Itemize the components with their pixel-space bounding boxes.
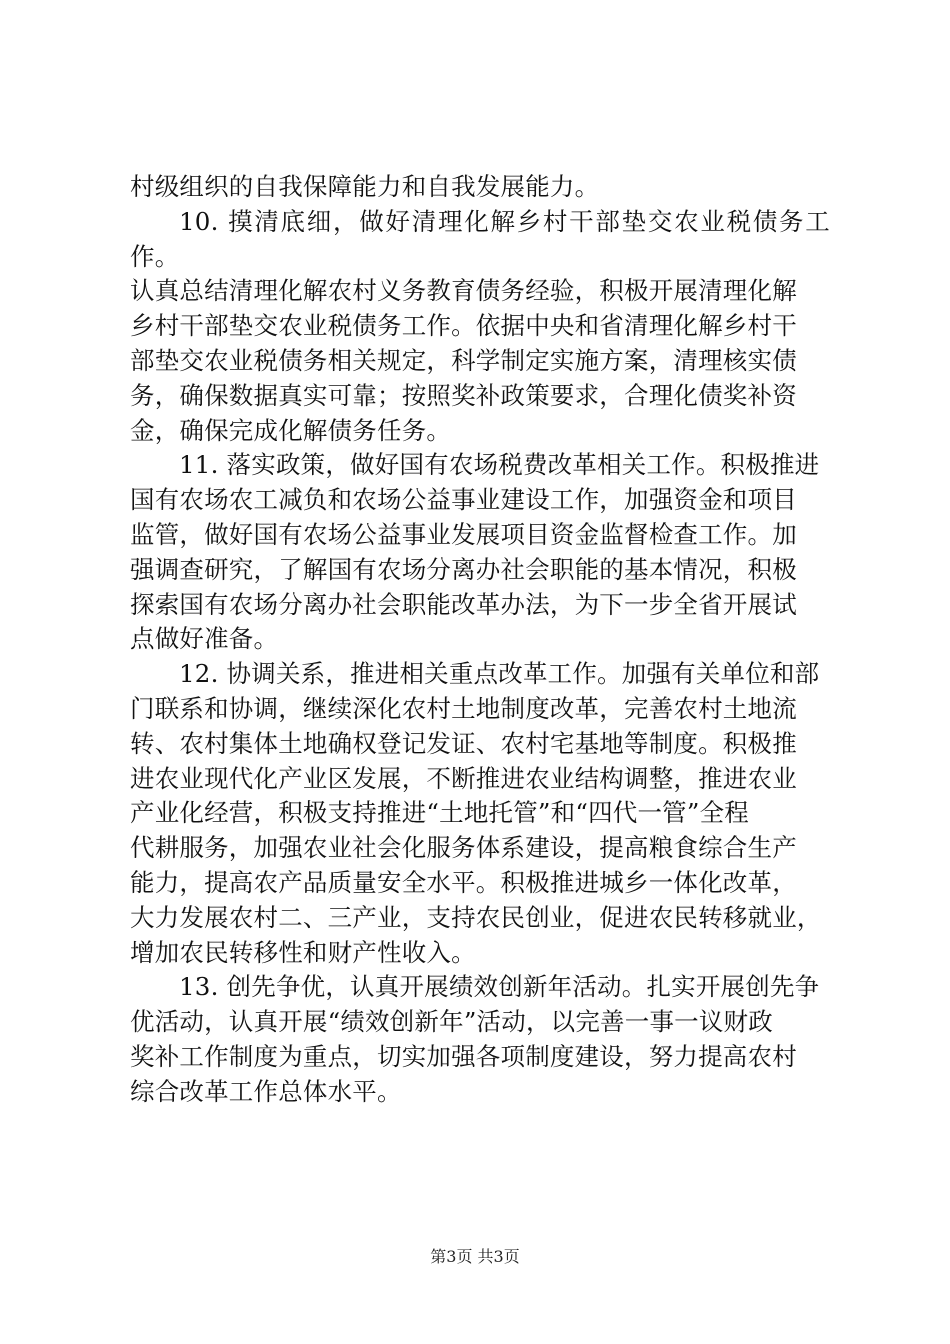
paragraph-continuation: 村级组织的自我保障能力和自我发展能力。 (130, 172, 600, 201)
paragraph-item-11: 11. 落实政策，做好国有农场税费改革相关工作。积极推进 国有农场农工减负和农场公益事业建设工作，加强资金和项目 监管，做好国有农场公益事业发展项目资金监督检查工作。加 强调查研究，了解国有农场分离办社会职能的基本情况，积极 探索国有农场分离办社会职能改革办法，为下一步全省开展试 点做好准备。 (130, 450, 820, 654)
page-footer: 第3页 共3页 (430, 1247, 520, 1266)
paragraph-item-12: 12. 协调关系，推进相关重点改革工作。加强有关单位和部 门联系和协调，继续深化农村土地制度改革，完善农村土地流 转、农村集体土地确权登记发证、农村宅基地等制度。积极推 进农业现代化产业区发展，不断推进农业结构调整，推进农业 产业化经营，积极支持推进“土地托管”和“四代一管”全程 代耕服务，加强农业社会化服务体系建设，提高粮食综合生产 能力，提高农产品质量安全水平。积极推进城乡一体化改革， 大力发展农村二、三产业，支持农民创业，促进农民转移就业， 增加农民转移性和财产性收入。 (130, 659, 822, 967)
paragraph-item-13: 13. 创先争优，认真开展绩效创新年活动。扎实开展创先争 优活动，认真开展“绩效创新年”活动，以完善一事一议财政 奖补工作制度为重点，切实加强各项制度建设，努力提高农村 综合改革工作总体水平。 (130, 972, 820, 1106)
paragraph-item-10: 10. 摸清底细，做好清理化解乡村干部垫交农业税债务工作。 认真总结清理化解农村义务教育债务经验，积极开展清理化解 乡村干部垫交农业税债务工作。依据中央和省清理化解乡村干 部垫交农业税债务相关规定，科学制定实施方案，清理核实债 务，确保数据真实可靠；按照奖补政策要求，合理化债奖补资 金，确保完成化解债务任务。 (130, 206, 830, 445)
document-body (130, 170, 830, 1110)
